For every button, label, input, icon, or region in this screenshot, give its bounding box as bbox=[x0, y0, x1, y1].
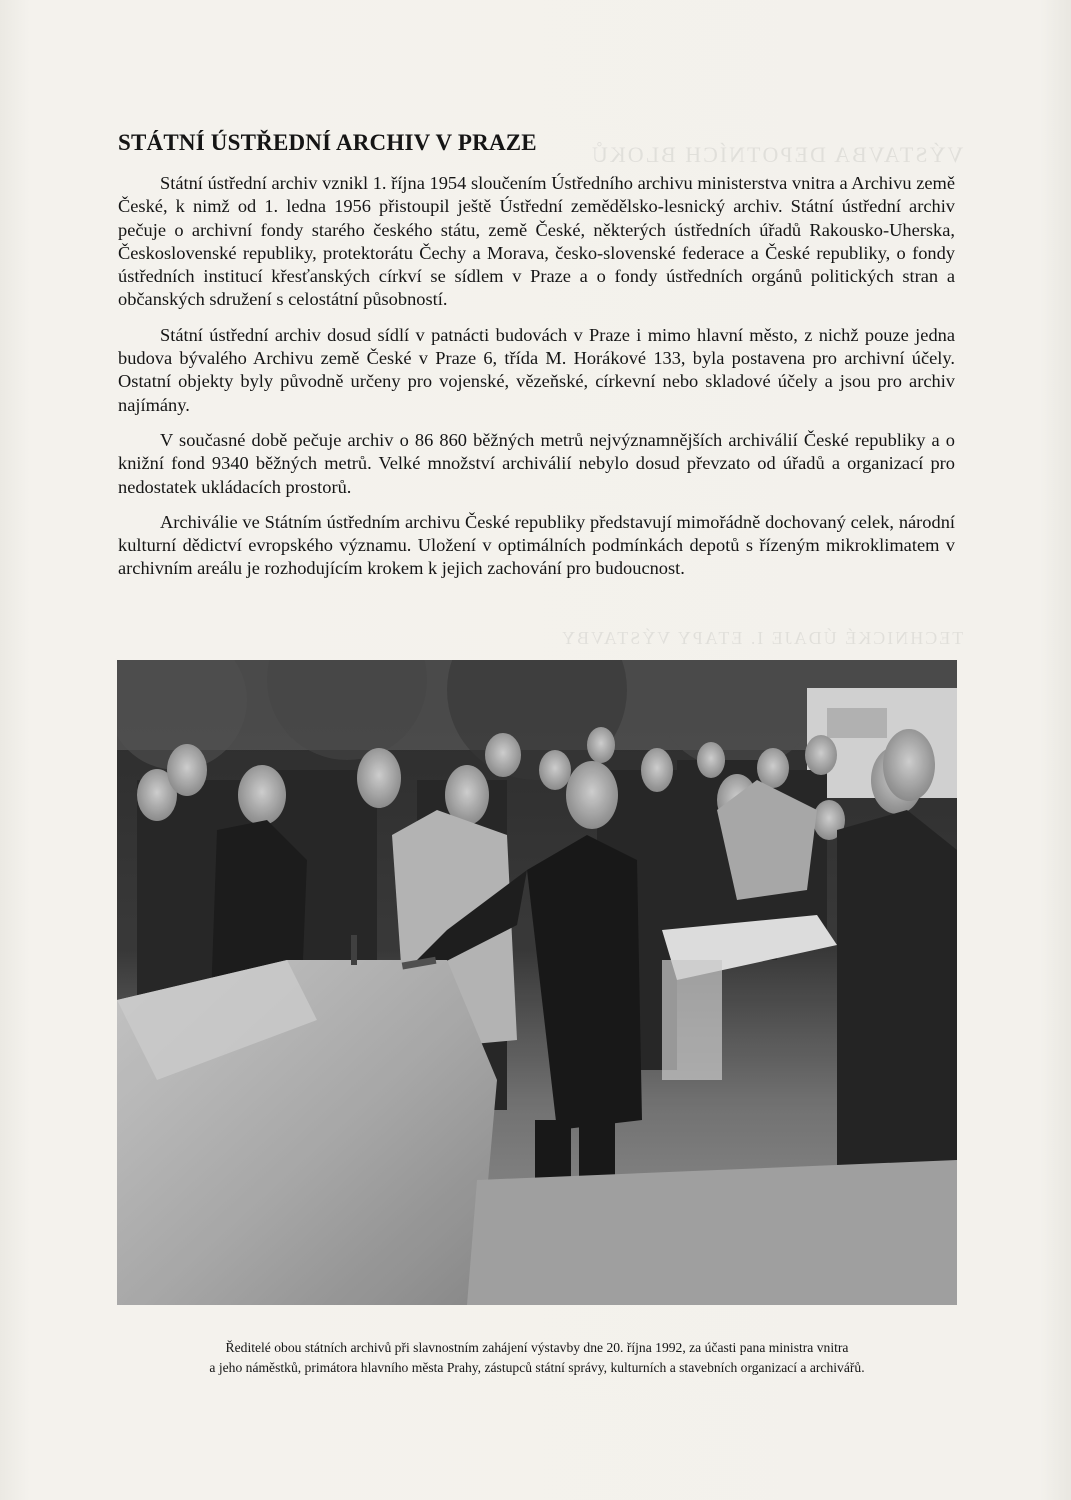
caption-line-2: a jeho náměstků, primátora hlavního města Prahy, zástupců státní správy, kulturních a stavebních organizací a archivářů. bbox=[209, 1360, 865, 1375]
paragraph-1: Státní ústřední archiv vznikl 1. října 1954 sloučením Ústředního archivu ministerstva vnitra a Archivu země České, k nimž od 1. ledna 1956 přistoupil ještě Ústřední zemědělsko-lesnický archiv. Státní ústřední archiv pečuje o archivní fondy starého českého státu, země České, některých ústředních úřadů Rakousko-Uherska, Československé republiky, protektorátu Čechy a Morava, česko-slovenské federace a České republiky, o fondy ústředních institucí křesťanských církví se sídlem v Praze a o fondy ústředních orgánů politických stran a občanských sdružení s celostátní působností. bbox=[118, 173, 955, 310]
caption-line-1: Ředitelé obou státních archivů při slavnostním zahájení výstavby dne 20. října 1992, za účasti pana ministra vnitra bbox=[225, 1340, 849, 1355]
paragraph-4: Archiválie ve Státním ústředním archivu České republiky představují mimořádně dochovaný celek, národní kulturní dědictví evropského významu. Uložení v optimálních podmínkách depotů s řízeným mikroklimatem v archivním areálu je rozhodujícím krokem k jejich zachování pro budoucnost. bbox=[118, 511, 955, 579]
bleed-through-heading: VÝSTAVBA DEPOTNÍCH BLOKŮ bbox=[590, 142, 964, 167]
article bbox=[118, 128, 955, 593]
bleed-through-heading-2: TECHNICKÉ ÚDAJE I. ETAPY VÝSTAVBY bbox=[560, 628, 964, 648]
photo-caption bbox=[112, 1338, 962, 1378]
paragraph-3: V současné době pečuje archiv o 86 860 běžných metrů nejvýznamnějších archiválií České republiky a o knižní fond 9340 běžných metrů. Velké množství archiválií nebylo dosud převzato od úřadů a organizací pro nedostatek ukládacích prostorů. bbox=[118, 429, 955, 497]
article-title: STÁTNÍ ÚSTŘEDNÍ ARCHIV V PRAZE bbox=[118, 130, 537, 155]
ceremony-photograph bbox=[117, 660, 957, 1305]
paragraph-2: Státní ústřední archiv dosud sídlí v patnácti budovách v Praze i mimo hlavní město, z nichž pouze jedna budova bývalého Archivu země České v Praze 6, třída M. Horákové 133, byla postavena pro archivní účely. Ostatní objekty byly původně určeny pro vojenské, vězeňské, církevní nebo skladové účely a jsou pro archiv najímány. bbox=[118, 324, 955, 415]
photograph-icon bbox=[117, 660, 957, 1305]
